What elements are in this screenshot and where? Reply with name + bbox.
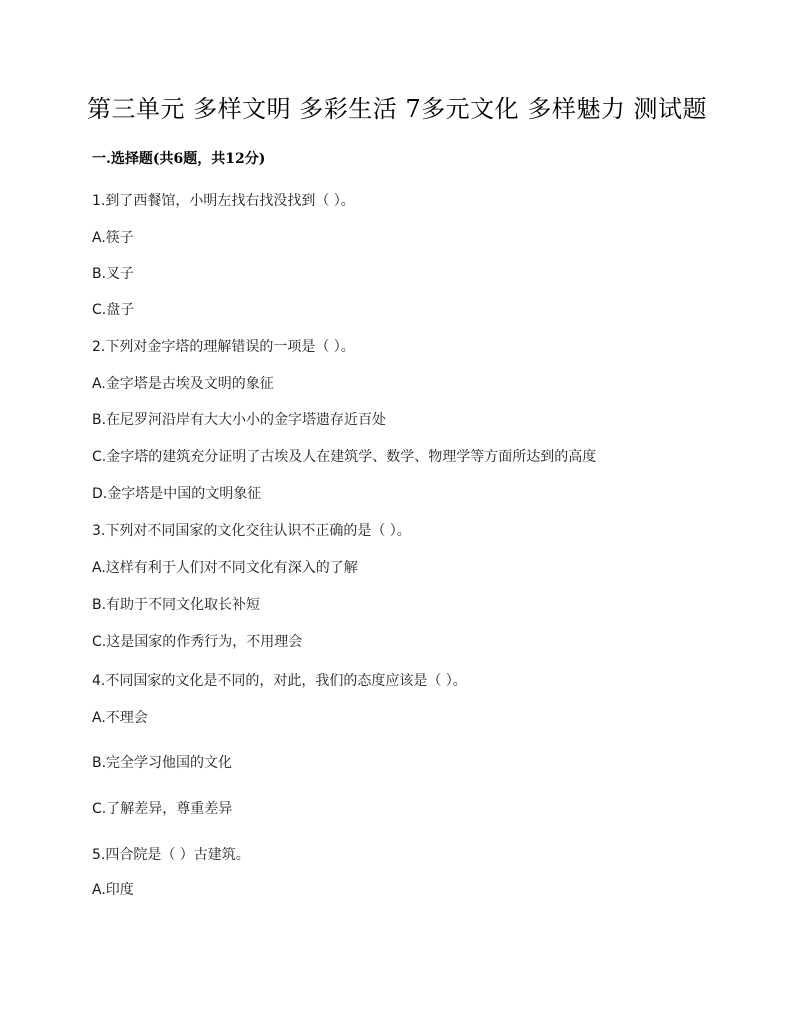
question-1-option-b: B.叉子: [92, 266, 135, 282]
document-title: 第三单元 多样文明 多彩生活 7多元文化 多样魅力 测试题: [87, 95, 707, 123]
question-4-option-b: B.完全学习他国的文化: [92, 755, 233, 771]
question-2-option-b: B.在尼罗河沿岸有大大小小的金字塔遗存近百处: [92, 412, 387, 428]
question-3-option-b: B.有助于不同文化取长补短: [92, 597, 261, 613]
section-heading: 一.选择题(共6题，共12分): [92, 151, 266, 167]
question-3-option-a: A.这样有利于人们对不同文化有深入的了解: [92, 560, 358, 576]
question-5-option-a: A.印度: [92, 882, 134, 898]
question-4-stem: 4.不同国家的文化是不同的，对此，我们的态度应该是（ ）。: [92, 673, 467, 689]
question-1-stem: 1.到了西餐馆，小明左找右找没找到（ ）。: [92, 193, 355, 209]
question-1-option-a: A.筷子: [92, 230, 134, 246]
question-5-stem: 5.四合院是（ ）古建筑。: [92, 847, 250, 863]
question-2-option-c: C.金字塔的建筑充分证明了古埃及人在建筑学、数学、物理学等方面所达到的高度: [92, 449, 597, 465]
question-2-stem: 2.下列对金字塔的理解错误的一项是（ ）。: [92, 339, 355, 355]
question-2-option-d: D.金字塔是中国的文明象征: [92, 486, 262, 502]
question-1-option-c: C.盘子: [92, 302, 135, 318]
question-2-option-a: A.金字塔是古埃及文明的象征: [92, 376, 274, 392]
question-3-stem: 3.下列对不同国家的文化交往认识不正确的是（ ）。: [92, 523, 411, 539]
question-4-option-a: A.不理会: [92, 710, 148, 726]
question-3-option-c: C.这是国家的作秀行为，不用理会: [92, 634, 303, 650]
question-4-option-c: C.了解差异，尊重差异: [92, 801, 233, 817]
